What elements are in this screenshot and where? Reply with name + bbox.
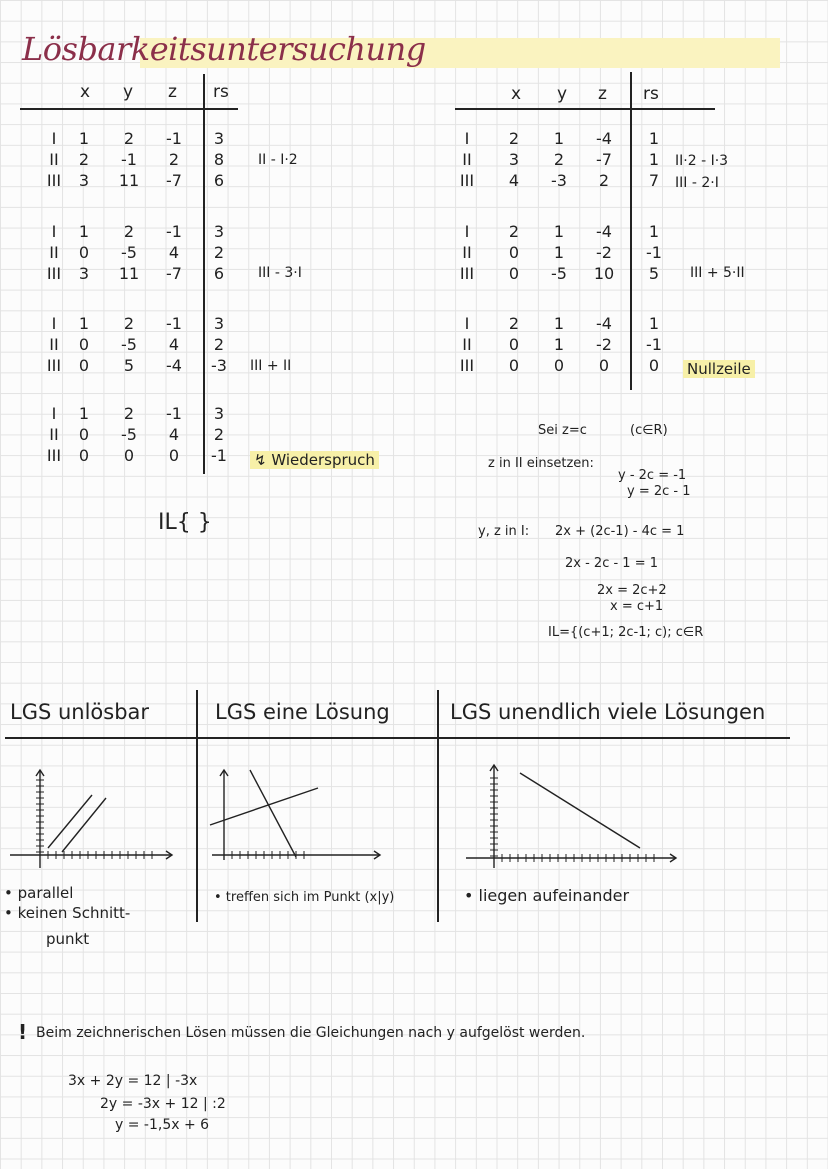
left-b4-r2-c3: -5 [121, 425, 137, 444]
right-b3-r1-c5: 1 [648, 314, 660, 333]
left-b1-r1-c5: 3 [213, 129, 225, 148]
right-b2-r3-c5: 5 [648, 264, 660, 283]
right-b3-r1-c4: -4 [596, 314, 612, 333]
left-b1-r3-c2: 3 [78, 171, 90, 190]
right-b3-r3-c3: 0 [553, 356, 565, 375]
left-b2-r3-c2: 3 [78, 264, 90, 283]
right-b1-r1-c3: 1 [553, 129, 565, 148]
right-b3-r1-c1: I [464, 314, 470, 333]
left-b4-r2-c4: 4 [168, 425, 180, 444]
step-e2: 2x - 2c - 1 = 1 [565, 556, 658, 571]
left-b4-r1-c3: 2 [123, 404, 135, 423]
left-b4-r1-c4: -1 [166, 404, 182, 423]
left-b3-r1-c3: 2 [123, 314, 135, 333]
left-b2-r1-c3: 2 [123, 222, 135, 241]
right-b1-r1-c2: 2 [508, 129, 520, 148]
left-b2-r1-c5: 3 [213, 222, 225, 241]
step-insert: z in II einsetzen: [488, 456, 594, 471]
left-b3-r1-c4: -1 [166, 314, 182, 333]
step-domain: (c∈R) [630, 423, 668, 438]
step-e1: 2x + (2c-1) - 4c = 1 [555, 524, 685, 539]
left-op-2: III - 3·I [258, 265, 302, 281]
left-header-y: y [123, 82, 134, 102]
right-b2-r3-c1: III [459, 264, 475, 283]
right-b3-r3-c5: 0 [648, 356, 660, 375]
left-b2-r3-c5: 6 [213, 264, 225, 283]
right-b2-r3-c3: -5 [551, 264, 567, 283]
left-b2-r2-c5: 2 [213, 243, 225, 262]
left-b4-r3-c5: -1 [211, 446, 227, 465]
left-b3-r1-c1: I [51, 314, 57, 333]
left-b4-r2-c2: 0 [78, 425, 90, 444]
warning-icon: ! [18, 1020, 28, 1044]
right-b1-r1-c5: 1 [648, 129, 660, 148]
right-b2-r2-c4: -2 [596, 243, 612, 262]
left-b4-r3-c3: 0 [123, 446, 135, 465]
right-b3-r3-c1: III [459, 356, 475, 375]
right-b2-r1-c3: 1 [553, 222, 565, 241]
case-infinite-title: LGS unendlich viele Lösungen [450, 700, 766, 724]
right-b2-r1-c5: 1 [648, 222, 660, 241]
left-b4-r3-c4: 0 [168, 446, 180, 465]
graph1-line-a [48, 795, 92, 848]
graph3-line [520, 773, 640, 848]
right-header-z: z [598, 84, 607, 104]
right-b1-r2-c3: 2 [553, 150, 565, 169]
right-b2-r3-c2: 0 [508, 264, 520, 283]
graph2-line-b [250, 770, 296, 857]
left-b3-r2-c4: 4 [168, 335, 180, 354]
left-b1-r1-c4: -1 [166, 129, 182, 148]
right-b1-r2-c5: 1 [648, 150, 660, 169]
right-b3-r3-c2: 0 [508, 356, 520, 375]
footnote-eq-1: 3x + 2y = 12 | -3x [68, 1073, 198, 1089]
right-header-x: x [511, 84, 522, 104]
right-header-rs: rs [643, 84, 659, 104]
left-b3-r3-c1: III [46, 356, 62, 375]
left-b2-r3-c3: 11 [118, 264, 140, 283]
step-set-z: Sei z=c [538, 423, 587, 438]
left-op-1: II - I·2 [258, 152, 298, 168]
right-b1-r2-c2: 3 [508, 150, 520, 169]
right-b1-r2-c4: -7 [596, 150, 612, 169]
left-b3-r2-c1: II [49, 335, 59, 354]
left-b2-r2-c3: -5 [121, 243, 137, 262]
left-b1-r1-c3: 2 [123, 129, 135, 148]
left-b1-r2-c5: 8 [213, 150, 225, 169]
step-into-i: y, z in I: [478, 524, 530, 539]
right-op-2: III + 5·II [690, 265, 745, 281]
right-b1-r3-c1: III [459, 171, 475, 190]
right-b2-r2-c3: 1 [553, 243, 565, 262]
left-b3-r3-c4: -4 [166, 356, 182, 375]
left-b4-r2-c5: 2 [213, 425, 225, 444]
case-graphs [0, 760, 828, 870]
left-b2-r1-c2: 1 [78, 222, 90, 241]
left-b1-r2-c4: 2 [168, 150, 180, 169]
right-b2-r2-c1: II [462, 243, 472, 262]
right-b3-r2-c2: 0 [508, 335, 520, 354]
step-solution: IL={(c+1; 2c-1; c); c∈R [548, 625, 704, 640]
right-b3-r2-c3: 1 [553, 335, 565, 354]
left-b1-r3-c3: 11 [118, 171, 140, 190]
left-b2-r3-c4: -7 [166, 264, 182, 283]
footnote-eq-3: y = -1,5x + 6 [115, 1117, 210, 1133]
case-infinite-note: • liegen aufeinander [464, 886, 630, 905]
left-b2-r2-c4: 4 [168, 243, 180, 262]
left-b3-r1-c5: 3 [213, 314, 225, 333]
right-header-y: y [557, 84, 568, 104]
case-one-solution-note: • treffen sich im Punkt (x|y) [214, 890, 395, 905]
footnote-eq-2: 2y = -3x + 12 | :2 [100, 1096, 226, 1112]
case-unsolvable-title: LGS unlösbar [10, 700, 150, 724]
left-b1-r3-c4: -7 [166, 171, 182, 190]
page-title: Lösbarkeitsuntersuchung [22, 30, 426, 68]
right-b3-r2-c5: -1 [646, 335, 662, 354]
right-b1-r3-c5: 7 [648, 171, 660, 190]
case-unsolvable-note-3: punkt [46, 930, 90, 948]
right-divider [630, 72, 632, 390]
step-y2: y = 2c - 1 [627, 484, 691, 499]
right-b1-r3-c4: 2 [598, 171, 610, 190]
right-b1-r3-c3: -3 [551, 171, 567, 190]
left-b1-r1-c2: 1 [78, 129, 90, 148]
left-op-3: III + II [250, 358, 292, 374]
right-b1-r1-c4: -4 [596, 129, 612, 148]
right-b3-r2-c1: II [462, 335, 472, 354]
right-op-1b: III - 2·I [675, 175, 719, 191]
right-b3-r1-c3: 1 [553, 314, 565, 333]
left-b4-r3-c2: 0 [78, 446, 90, 465]
right-header-rule [455, 108, 715, 110]
right-b2-r1-c2: 2 [508, 222, 520, 241]
left-b3-r2-c2: 0 [78, 335, 90, 354]
right-b3-r3-c4: 0 [598, 356, 610, 375]
right-b1-r1-c1: I [464, 129, 470, 148]
graph2-line-a [210, 788, 318, 825]
right-b3-r1-c2: 2 [508, 314, 520, 333]
left-b3-r3-c5: -3 [211, 356, 227, 375]
left-b1-r3-c1: III [46, 171, 62, 190]
left-b4-r1-c5: 3 [213, 404, 225, 423]
left-b1-r2-c1: II [49, 150, 59, 169]
left-b2-r2-c1: II [49, 243, 59, 262]
left-b4-r1-c1: I [51, 404, 57, 423]
left-header-z: z [168, 82, 177, 102]
right-b1-r3-c2: 4 [508, 171, 520, 190]
left-b1-r2-c2: 2 [78, 150, 90, 169]
left-b3-r2-c5: 2 [213, 335, 225, 354]
right-b1-r2-c1: II [462, 150, 472, 169]
step-e3: 2x = 2c+2 [597, 583, 667, 598]
contradiction-note: ↯ Wiederspruch [250, 451, 379, 469]
graph1-line-b [62, 798, 106, 852]
left-b3-r3-c3: 5 [123, 356, 135, 375]
right-b2-r2-c2: 0 [508, 243, 520, 262]
left-b2-r2-c2: 0 [78, 243, 90, 262]
cases-rule [5, 737, 790, 739]
left-b4-r2-c1: II [49, 425, 59, 444]
left-b4-r3-c1: III [46, 446, 62, 465]
case-unsolvable-note-1: • parallel [4, 884, 74, 902]
right-b2-r3-c4: 10 [593, 264, 615, 283]
left-header-rule [20, 108, 238, 110]
left-b2-r1-c1: I [51, 222, 57, 241]
case-one-solution-title: LGS eine Lösung [215, 700, 390, 724]
left-b3-r2-c3: -5 [121, 335, 137, 354]
right-b2-r1-c1: I [464, 222, 470, 241]
left-b4-r1-c2: 1 [78, 404, 90, 423]
left-b3-r3-c2: 0 [78, 356, 90, 375]
right-b3-r2-c4: -2 [596, 335, 612, 354]
step-y1: y - 2c = -1 [618, 468, 687, 483]
left-b1-r2-c3: -1 [121, 150, 137, 169]
left-b2-r1-c4: -1 [166, 222, 182, 241]
left-b2-r3-c1: III [46, 264, 62, 283]
step-e4: x = c+1 [610, 599, 664, 614]
left-header-rs: rs [213, 82, 229, 102]
left-b1-r1-c1: I [51, 129, 57, 148]
right-b2-r2-c5: -1 [646, 243, 662, 262]
right-b2-r1-c4: -4 [596, 222, 612, 241]
left-solution-set: IL{ } [158, 510, 212, 535]
right-op-1a: II·2 - I·3 [675, 153, 729, 169]
nullzeile-label: Nullzeile [683, 360, 755, 378]
left-b3-r1-c2: 1 [78, 314, 90, 333]
case-unsolvable-note-2: • keinen Schnitt- [4, 904, 131, 922]
left-header-x: x [80, 82, 91, 102]
left-b1-r3-c5: 6 [213, 171, 225, 190]
footnote-text: Beim zeichnerischen Lösen müssen die Gleichungen nach y aufgelöst werden. [36, 1025, 586, 1041]
